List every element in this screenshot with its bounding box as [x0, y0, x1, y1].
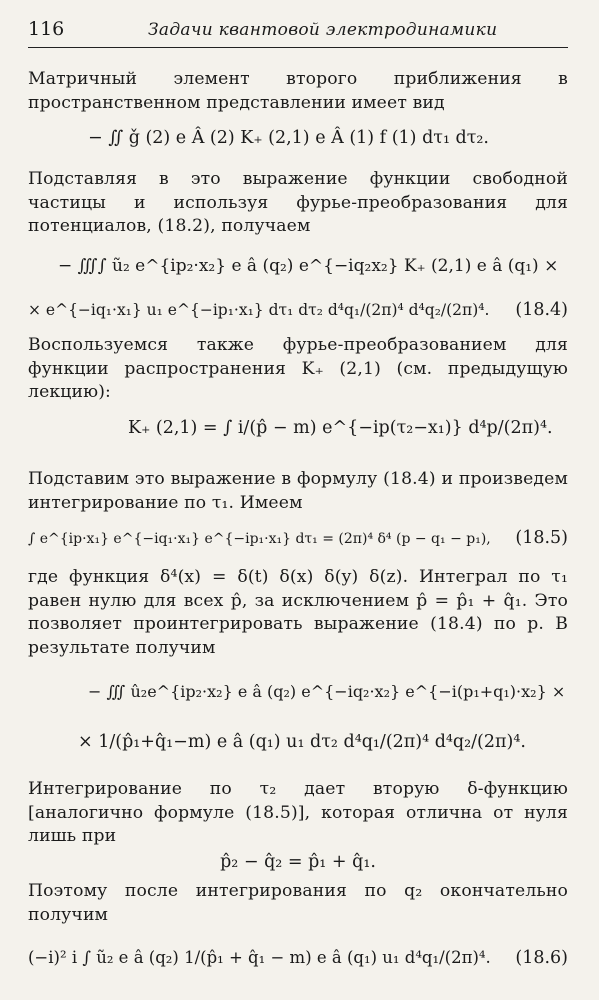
equation-3-body: × e^{−iq₁·x₁} u₁ e^{−ip₁·x₁} dτ₁ dτ₂ d⁴q₁/(2π)⁴ d⁴q₂/(2π)⁴. — [28, 301, 490, 319]
equation-8 — [28, 850, 568, 874]
paragraph-4: Подставим это выражение в формулу (18.4) и произведем интегрирование по τ₁. Имеем — [28, 469, 568, 513]
equation-9-body: (−i)² i ∫ ũ₂ e â (q₂) 1/(p̂₁ + q̂₁ − m) e â (q₁) u₁ d⁴q₁/(2π)⁴. — [28, 948, 491, 967]
equation-4 — [28, 416, 599, 440]
equation-9-number: (18.6) — [515, 948, 568, 968]
equation-5-body: ∫ e^{ip·x₁} e^{−iq₁·x₁} e^{−ip₁·x₁} dτ₁ = (2π)⁴ δ⁴ (p − q₁ − p₁), — [28, 531, 491, 547]
page-header — [28, 18, 568, 48]
equation-2 — [28, 254, 598, 278]
equation-2-body: − ∭∫ ũ₂ e^{ip₂·x₂} e â (q₂) e^{−iq₂x₂} K₊ (2,1) e â (q₁) × — [58, 256, 559, 276]
equation-8-body: p̂₂ − q̂₂ = p̂₁ + q̂₁. — [220, 852, 376, 872]
equation-6-body: − ∭ û₂e^{ip₂·x₂} e â (q₂) e^{−iq₂·x₂} e^{−i(p₁+q₁)·x₂} × — [88, 682, 566, 701]
book-page — [28, 18, 568, 968]
paragraph-5: где функция δ⁴(x) = δ(t) δ(x) δ(y) δ(z). Интеграл по τ₁ равен нулю для всех p̂, за исключением p̂ = p̂₁ + q̂₁. Это позволяет проинтегрировать выражение (18.4) по p. В результате получим — [28, 567, 568, 658]
paragraph-3: Воспользуемся также фурье-преобразованием для функции распространения K₊ (2,1) (см. предыдущую лекцию): — [28, 335, 568, 402]
equation-6 — [28, 680, 599, 704]
paragraph-2: Подставляя в это выражение функции свободной частицы и используя фурье-преобразования для потенциалов, (18.2), получаем — [28, 169, 568, 236]
equation-1-body: − ∬ ǧ (2) e Â (2) K₊ (2,1) e Â (1) f (1) dτ₁ dτ₂. — [88, 128, 489, 148]
equation-1 — [28, 126, 599, 150]
equation-3 — [28, 298, 568, 322]
equation-5 — [28, 526, 568, 551]
equation-9 — [28, 946, 568, 970]
equation-3-number: (18.4) — [515, 300, 568, 320]
paragraph-1: Матричный элемент второго приближения в пространственном представлении имеет вид — [28, 69, 568, 113]
running-title: Задачи квантовой электродинамики — [148, 20, 498, 40]
page-number: 116 — [28, 18, 65, 40]
equation-4-body: K₊ (2,1) = ∫ i/(p̂ − m) e^{−ip(τ₂−x₁)} d⁴p/(2π)⁴. — [128, 418, 553, 438]
equation-5-number: (18.5) — [515, 528, 568, 548]
paragraph-6: Интегрирование по τ₂ дает вторую δ-функцию [аналогично формуле (18.5)], которая отлична от нуля лишь при — [28, 779, 568, 846]
equation-7 — [28, 730, 599, 754]
equation-7-body: × 1/(p̂₁+q̂₁−m) e â (q₁) u₁ dτ₂ d⁴q₁/(2π)⁴ d⁴q₂/(2π)⁴. — [78, 732, 526, 752]
paragraph-7: Поэтому после интегрирования по q₂ окончательно получим — [28, 881, 568, 925]
